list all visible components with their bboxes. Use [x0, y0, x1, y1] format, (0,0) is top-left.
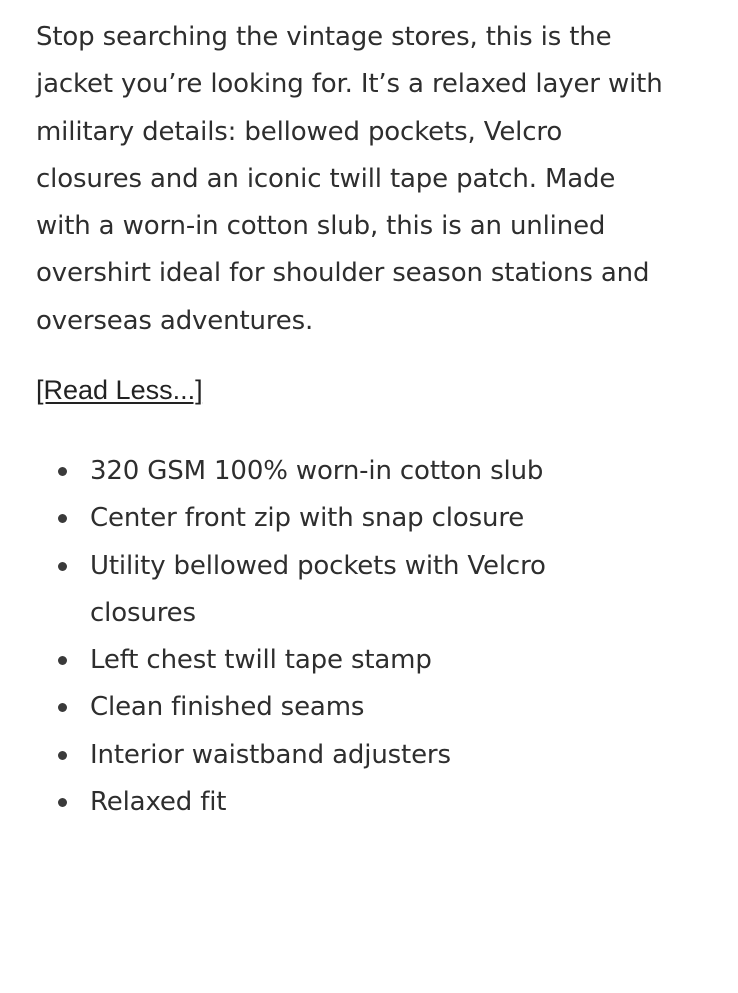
bullet-icon	[58, 467, 67, 476]
read-less-link[interactable]: [Read Less...]	[36, 375, 203, 406]
product-description-section	[36, 14, 716, 410]
description-line: military details: bellowed pockets, Velcro	[36, 116, 563, 147]
feature-text: 320 GSM 100% worn-in cotton slub	[90, 456, 544, 486]
feature-list-item	[56, 543, 676, 638]
description-line: overseas adventures.	[36, 305, 314, 336]
feature-text: Utility bellowed pockets with Velcro closures	[90, 550, 546, 628]
feature-text: Interior waistband adjusters	[90, 739, 451, 770]
feature-text: Left chest twill tape stamp	[90, 645, 432, 676]
description-line: Stop searching the vintage stores, this is the	[36, 22, 612, 52]
feature-list-item	[56, 779, 676, 826]
feature-list-item	[56, 732, 676, 779]
description-line: closures and an iconic twill tape patch. Made	[36, 163, 616, 194]
bullet-icon	[58, 703, 67, 712]
feature-list	[56, 448, 676, 826]
product-description	[36, 14, 716, 345]
bullet-icon	[58, 656, 67, 665]
feature-text: Relaxed fit	[90, 787, 227, 818]
description-line: overshirt ideal for shoulder season stations and	[36, 258, 650, 289]
feature-list-item	[56, 637, 676, 684]
feature-text: Center front zip with snap closure	[90, 503, 525, 534]
feature-list-item	[56, 448, 676, 495]
bullet-icon	[58, 798, 67, 807]
feature-list-item	[56, 495, 676, 542]
description-line: jacket you’re looking for. It’s a relaxed layer with	[36, 69, 663, 100]
feature-text: Clean finished seams	[90, 692, 365, 723]
feature-list-item	[56, 684, 676, 731]
description-line: with a worn-in cotton slub, this is an unlined	[36, 211, 606, 242]
bullet-icon	[58, 514, 67, 523]
bullet-icon	[58, 751, 67, 760]
bullet-icon	[58, 562, 67, 571]
